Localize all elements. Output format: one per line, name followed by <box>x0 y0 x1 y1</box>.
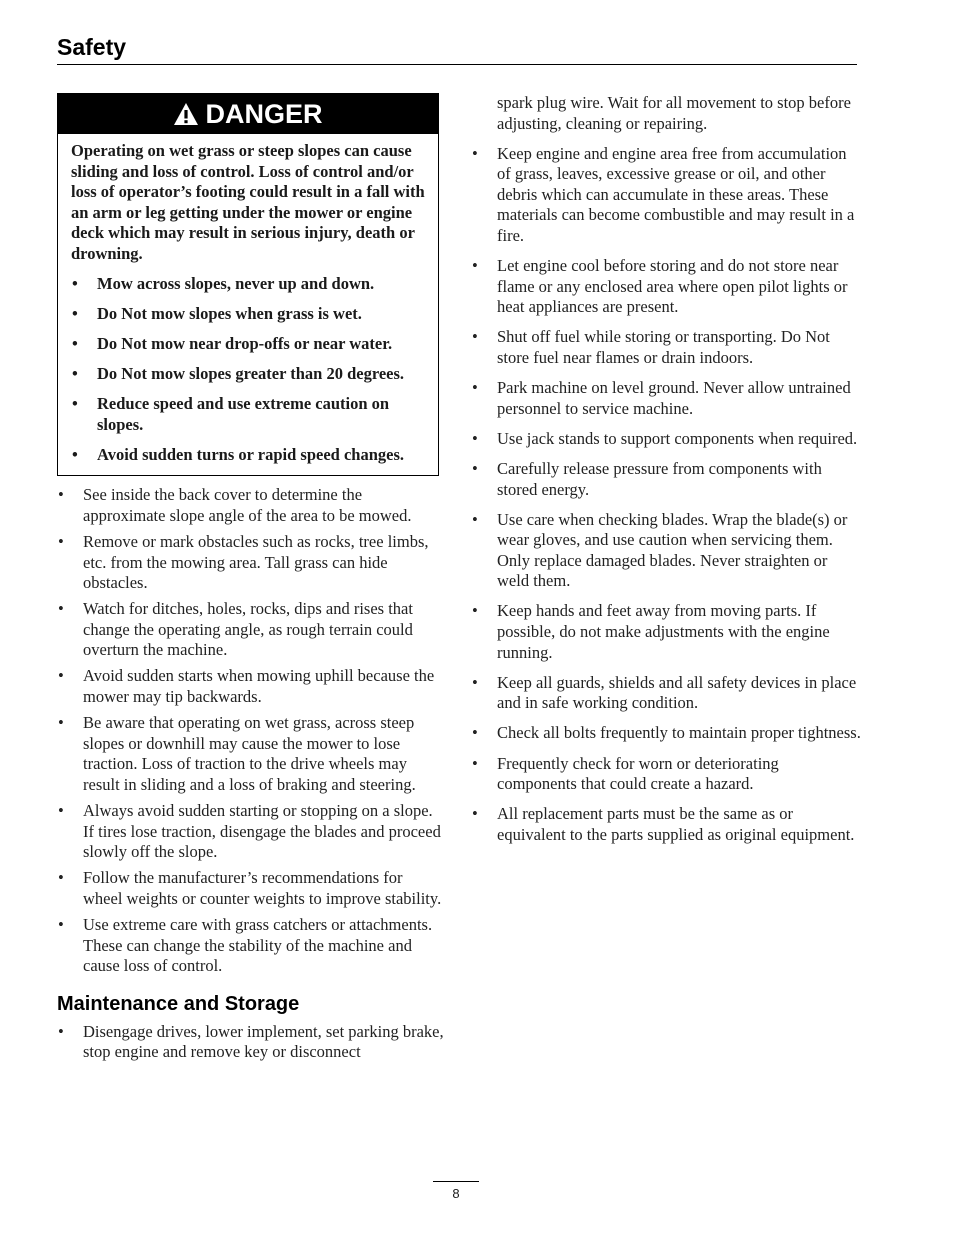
right-column <box>471 93 861 855</box>
danger-header <box>58 94 438 134</box>
danger-box <box>57 93 439 476</box>
list-item: • Follow the manufacturer’s recommendations for wheel weights or counter weights to improve stability. <box>57 868 445 909</box>
list-item: • Let engine cool before storing and do not store near flame or any enclosed area where open pilot lights or heat appliances are present. <box>471 256 861 318</box>
slope-safety-list <box>57 485 445 977</box>
maintenance-list-start <box>57 1022 445 1063</box>
maintenance-list <box>471 144 861 846</box>
page-title: Safety <box>57 34 127 60</box>
danger-item: • Do Not mow slopes greater than 20 degrees. <box>71 364 428 385</box>
list-item: • Avoid sudden starts when mowing uphill because the mower may tip backwards. <box>57 666 445 707</box>
list-item: • Be aware that operating on wet grass, across steep slopes or downhill may cause the mower to lose traction. Loss of traction to the drive wheels may result in sliding and a loss of braking and steering. <box>57 713 445 795</box>
list-item: • Use extreme care with grass catchers or attachments. These can change the stability of the machine and cause loss of control. <box>57 915 445 977</box>
list-item: • Carefully release pressure from components with stored energy. <box>471 459 861 500</box>
danger-intro: Operating on wet grass or steep slopes can cause sliding and loss of control. Loss of control and/or loss of operator’s footing could result in a fall with an arm or leg getting under the mower or engine deck which may result in serious injury, death or drowning. <box>71 141 425 263</box>
list-item: • See inside the back cover to determine the approximate slope angle of the area to be mowed. <box>57 485 445 526</box>
section-heading-maintenance: Maintenance and Storage <box>57 992 300 1015</box>
header-divider <box>57 64 857 65</box>
list-item: • Always avoid sudden starting or stopping on a slope. If tires lose traction, disengage the blades and proceed slowly off the slope. <box>57 801 445 863</box>
list-item-continuation: spark plug wire. Wait for all movement to stop before adjusting, cleaning or repairing. <box>497 93 851 133</box>
list-item: • Keep hands and feet away from moving parts. If possible, do not make adjustments with the engine running. <box>471 601 861 663</box>
page-number: 8 <box>433 1181 479 1201</box>
danger-item: • Do Not mow near drop-offs or near water. <box>71 334 428 355</box>
warning-triangle-icon <box>173 102 199 126</box>
list-item: • Remove or mark obstacles such as rocks, tree limbs, etc. from the mowing area. Tall grass can hide obstacles. <box>57 532 445 594</box>
left-column <box>57 93 445 1072</box>
list-item: • Keep all guards, shields and all safety devices in place and in safe working condition. <box>471 673 861 714</box>
list-item: • Park machine on level ground. Never allow untrained personnel to service machine. <box>471 378 861 419</box>
list-item: • Watch for ditches, holes, rocks, dips and rises that change the operating angle, as rough terrain could overturn the machine. <box>57 599 445 661</box>
list-item: • Frequently check for worn or deteriorating components that could create a hazard. <box>471 754 861 795</box>
danger-item: • Do Not mow slopes when grass is wet. <box>71 304 428 325</box>
list-item: • Use care when checking blades. Wrap the blade(s) or wear gloves, and use caution when servicing them. Only replace damaged blades. Never straighten or weld them. <box>471 510 861 592</box>
danger-item: • Reduce speed and use extreme caution on slopes. <box>71 394 428 435</box>
list-item: • Check all bolts frequently to maintain proper tightness. <box>471 723 861 744</box>
list-item: • Shut off fuel while storing or transporting. Do Not store fuel near flames or drain indoors. <box>471 327 861 368</box>
danger-item: • Avoid sudden turns or rapid speed changes. <box>71 445 428 466</box>
danger-label: DANGER <box>205 98 323 129</box>
list-item: • Disengage drives, lower implement, set parking brake, stop engine and remove key or disconnect <box>57 1022 445 1063</box>
list-item: • Keep engine and engine area free from accumulation of grass, leaves, excessive grease or oil, and other debris which can accumulate in these areas. These materials can become combustible and may result in a fire. <box>471 144 861 247</box>
danger-body <box>58 134 438 475</box>
danger-list <box>71 274 428 466</box>
list-item: • Use jack stands to support components when required. <box>471 429 861 450</box>
danger-item: • Mow across slopes, never up and down. <box>71 274 428 295</box>
list-item: • All replacement parts must be the same as or equivalent to the parts supplied as original equipment. <box>471 804 861 845</box>
